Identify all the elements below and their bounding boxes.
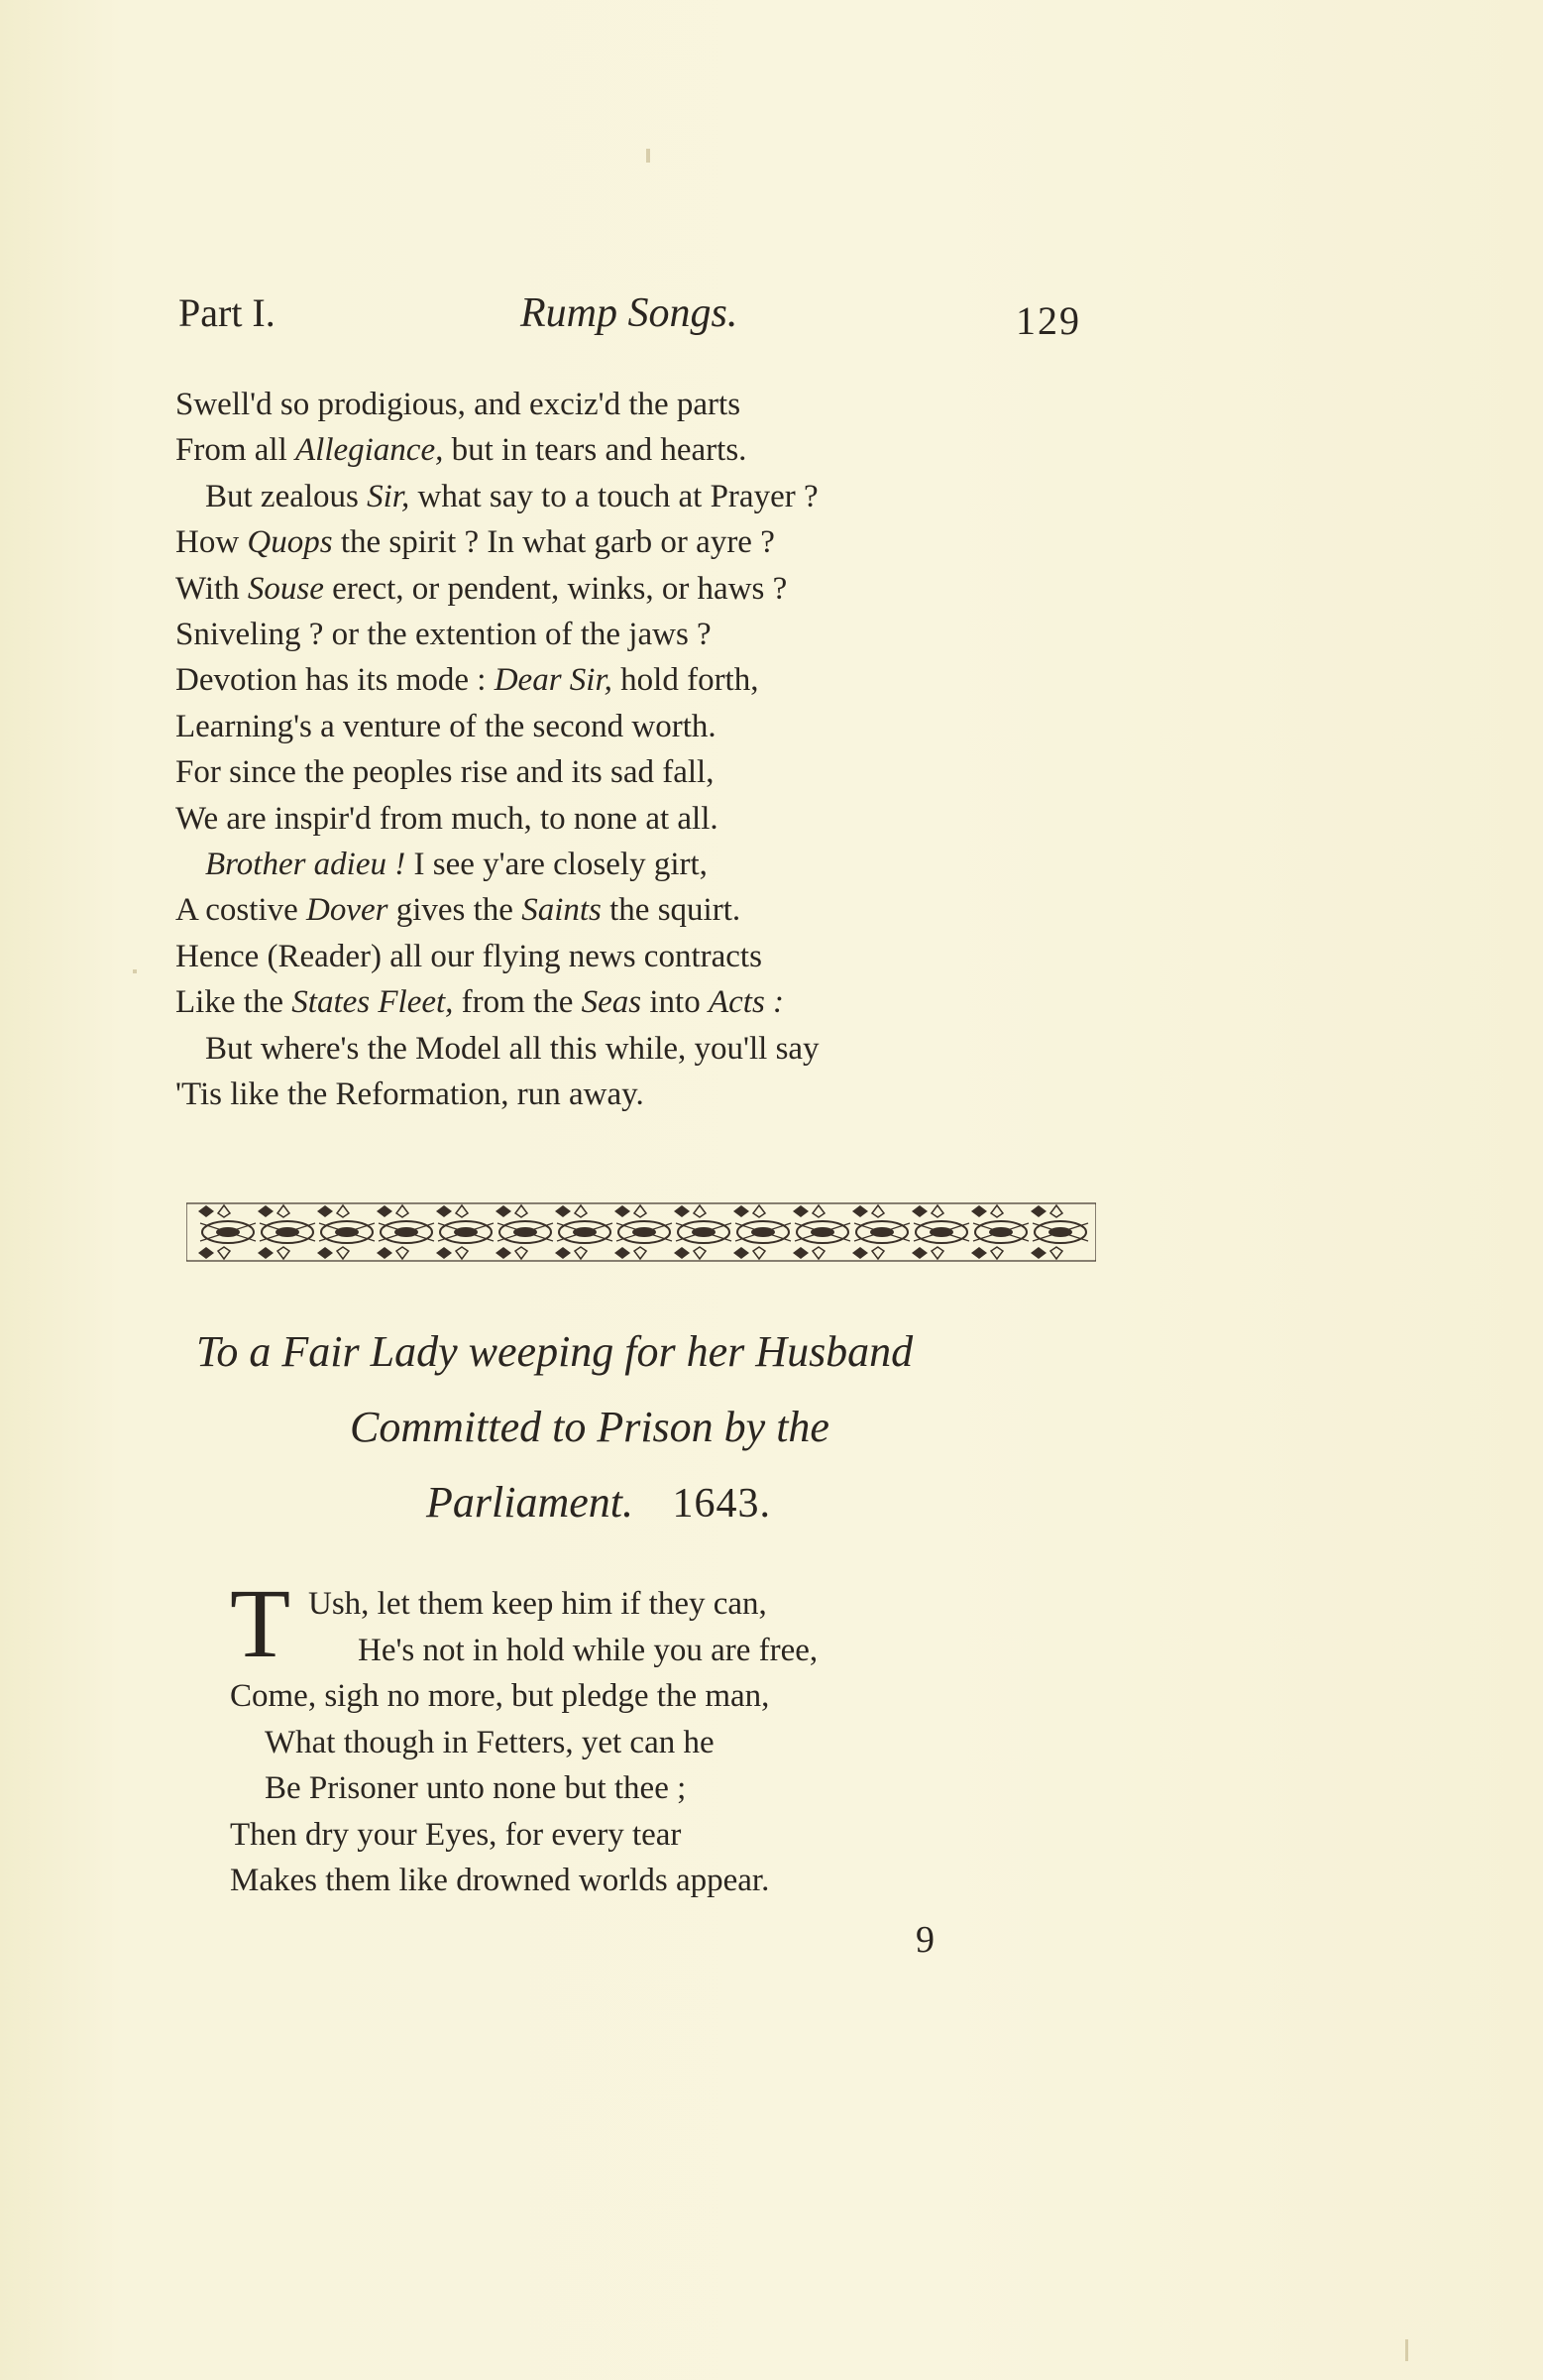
title-text: Parliament. (426, 1478, 633, 1527)
poem-line: Then dry your Eyes, for every tear (230, 1816, 682, 1853)
poem-line (175, 982, 784, 1022)
title-line (196, 1326, 913, 1377)
poem-line (205, 477, 819, 516)
poem-line: What though in Fetters, yet can he (265, 1724, 715, 1760)
italic-segment: Dover (305, 892, 388, 929)
ornament-border (186, 1201, 1096, 1263)
italic-segment: Brother adieu ! (205, 847, 406, 882)
poem-line (175, 707, 716, 746)
italic-segment: Saints (521, 892, 602, 929)
poem-line (175, 752, 714, 792)
drop-cap: T (230, 1568, 291, 1678)
text-segment: I see y'are closely girt, (405, 847, 708, 882)
text-segment: For since the peoples rise and its sad fall, (175, 754, 715, 791)
poem-line (175, 660, 758, 700)
text-segment: gives the (387, 892, 522, 929)
poem-line (175, 799, 718, 839)
poem-line (175, 1075, 644, 1114)
title-text: To a Fair Lady weeping for her Husband (196, 1327, 914, 1376)
italic-segment: Sir, (367, 478, 410, 514)
text-segment: From all (175, 432, 295, 469)
text-segment: hold forth, (611, 662, 759, 699)
text-segment: Sniveling ? or the extention of the jaws ? (175, 617, 712, 652)
text-segment: into (641, 984, 709, 1021)
poem-line (205, 845, 708, 884)
poem-line (205, 1029, 820, 1069)
poem-line (175, 615, 712, 654)
page-number: 129 (1016, 298, 1081, 343)
running-head-part: Part I. (178, 290, 276, 335)
poem-line (175, 430, 746, 470)
text-segment: 'Tis like the Reformation, run away. (175, 1077, 644, 1112)
italic-segment: Acts : (708, 984, 785, 1021)
text-segment: We are inspir'd from much, to none at all. (175, 800, 718, 837)
italic-segment: States Fleet, (291, 984, 454, 1021)
text-segment: But where's the Model all this while, you'll say (205, 1030, 820, 1067)
text-segment: A costive (175, 892, 306, 929)
text-segment: the squirt. (601, 892, 741, 929)
poem-line: He's not in hold while you are free, (358, 1632, 819, 1668)
text-segment: what say to a touch at Prayer ? (409, 478, 819, 514)
text-segment: How (175, 524, 248, 561)
text-segment: But zealous (205, 478, 368, 514)
poem-line (175, 937, 762, 976)
italic-segment: Allegiance, (295, 432, 444, 469)
title-line (426, 1477, 771, 1528)
paper-speck (646, 149, 650, 163)
signature-mark: 9 (916, 1919, 935, 1961)
poem-line: Makes them like drowned worlds appear. (230, 1863, 770, 1898)
poem-line (175, 385, 740, 424)
poem-line (175, 890, 740, 930)
italic-segment: Dear Sir, (494, 662, 612, 699)
text-segment: Hence (Reader) all our flying news contracts (175, 938, 762, 974)
title-text: Committed to Prison by the (350, 1403, 829, 1451)
poem-line (175, 522, 775, 562)
poem-line (175, 569, 787, 609)
text-segment: With (175, 570, 248, 607)
italic-segment: Souse (247, 570, 324, 607)
text-segment: Devotion has its mode : (175, 662, 495, 699)
running-head-title: Rump Songs. (520, 290, 738, 336)
italic-segment: Seas (581, 984, 642, 1021)
poem-line: Be Prisoner unto none but thee ; (265, 1770, 687, 1806)
paper-speck (1405, 2339, 1408, 2361)
text-segment: Learning's a venture of the second worth. (175, 708, 716, 744)
text-segment: Swell'd so prodigious, and exciz'd the parts (175, 387, 741, 422)
text-segment: but in tears and hearts. (443, 432, 747, 469)
poem-line: Ush, let them keep him if they can, (308, 1586, 767, 1622)
title-line (350, 1402, 829, 1452)
text-segment: Like the (175, 984, 292, 1021)
poem-line: Come, sigh no more, but pledge the man, (230, 1678, 770, 1714)
text-segment: from the (453, 984, 582, 1021)
text-segment: erect, or pendent, winks, or haws ? (323, 570, 788, 607)
paper-speck (133, 969, 137, 973)
text-segment: the spirit ? In what garb or ayre ? (332, 524, 775, 561)
title-year: 1643. (660, 1481, 771, 1527)
italic-segment: Quops (247, 524, 333, 561)
